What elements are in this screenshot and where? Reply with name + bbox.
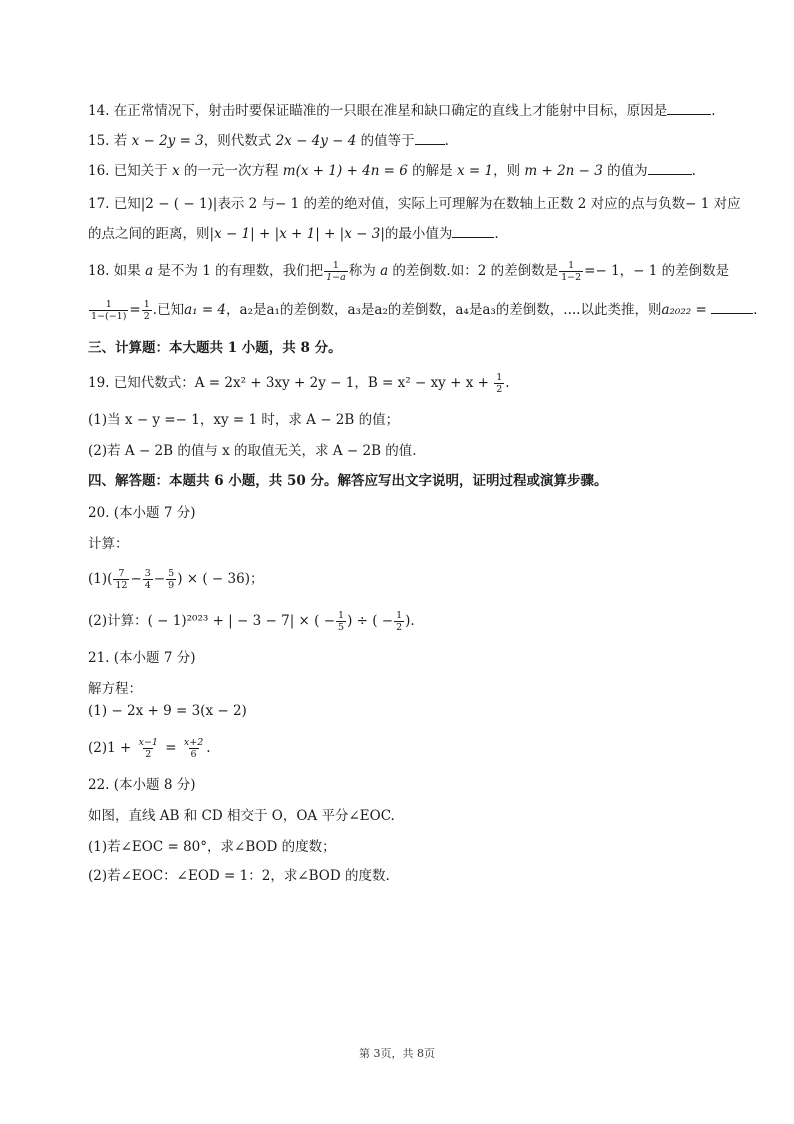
question-21-heading: 21. (本小题 7 分) xyxy=(88,650,196,666)
question-20-heading: 20. (本小题 7 分) xyxy=(88,505,196,521)
question-20-intro: 计算： xyxy=(88,536,129,552)
section-4-heading: 四、解答题：本题共 6 小题，共 50 分。解答应写出文字说明，证明过程或演算步骤。 xyxy=(88,473,608,489)
fraction: $\frac{1}{2}$ xyxy=(143,299,150,322)
answer-blank xyxy=(648,162,692,175)
question-15: 15. 若 x − 2y = 3，则代数式 2x − 4y − 4 的值等于 . xyxy=(88,133,449,149)
answer-blank xyxy=(415,132,445,145)
question-22-part-2: (2)若∠EOC：∠EOD = 1：2，求∠BOD 的度数. xyxy=(88,868,390,884)
fraction: $\frac{1}{2}$ xyxy=(396,610,403,633)
fraction: $\frac{1}{1-2}$ xyxy=(561,260,582,283)
fraction: $\frac{1}{2}$ xyxy=(496,372,503,395)
fraction: $\frac{3}{4}$ xyxy=(144,568,151,591)
fraction: $\frac{x+2}{6}$ xyxy=(183,737,204,760)
answer-blank xyxy=(711,301,753,314)
question-21-part-1: (1) − 2x + 9 = 3(x − 2) xyxy=(88,703,247,719)
question-14: 14. 在正常情况下，射击时要保证瞄准的一只眼在准星和缺口确定的直线上才能射中目标，原因是 . xyxy=(88,103,716,119)
answer-blank xyxy=(667,102,711,115)
question-19: 19. 已知代数式：A = 2x² + 3xy + 2y − 1，B = x² − xy + x + $\frac{1}{2}$ . xyxy=(88,372,510,395)
section-3-heading: 三、计算题：本大题共 1 小题，共 8 分。 xyxy=(88,340,342,356)
answer-blank xyxy=(452,225,494,238)
question-17-line-1: 17. 已知|2 − ( − 1)|表示 2 与− 1 的差的绝对值，实际上可理解为在数轴上正数 2 对应的点与负数− 1 对应 xyxy=(88,196,741,212)
question-21-part-2: (2)1 + $\frac{x-1}{2}$ = $\frac{x+2}{6}$ . xyxy=(88,737,211,760)
question-19-part-2: (2)若 A − 2B 的值与 x 的取值无关，求 A − 2B 的值. xyxy=(88,443,417,459)
question-20-part-1: (1)( $\frac{7}{12}$ − $\frac{3}{4}$ − $\frac{5}{9}$ ) × ( − 36)； xyxy=(88,568,264,591)
fraction: $\frac{1}{5}$ xyxy=(338,610,345,633)
question-18-line-2: $\frac{1}{1-(-1)}$ = $\frac{1}{2}$ .已知a₁ = 4，a₂是a₁的差倒数，a₃是a₂的差倒数，a₄是a₃的差倒数，....以此类推，则a₂₀₂₂ = . xyxy=(91,299,758,322)
question-21-intro: 解方程： xyxy=(88,681,142,697)
question-22-intro: 如图，直线 AB 和 CD 相交于 O，OA 平分∠EOC. xyxy=(88,808,395,824)
fraction: $\frac{1}{1-a}$ xyxy=(326,260,346,283)
page-footer: 第 3页，共 8页 xyxy=(359,1047,435,1060)
question-22-part-1: (1)若∠EOC = 80°，求∠BOD 的度数； xyxy=(88,839,336,855)
question-20-part-2: (2)计算：( − 1)²⁰²³ + | − 3 − 7| × ( − $\frac{1}{5}$ ) ÷ ( − $\frac{1}{2}$ ). xyxy=(88,610,415,633)
fraction: $\frac{7}{12}$ xyxy=(115,568,128,591)
question-18-line-1: 18. 如果 a 是不为 1 的有理数，我们把 $\frac{1}{1-a}$ 称为 a 的差倒数.如：2 的差倒数是 $\frac{1}{1-2}$ =− 1，− 1 的差倒数是 xyxy=(88,260,730,283)
question-16: 16. 已知关于 x 的一元一次方程 m(x + 1) + 4n = 6 的解是 x = 1，则 m + 2n − 3 的值为 . xyxy=(88,163,696,179)
fraction: $\frac{5}{9}$ xyxy=(168,568,175,591)
question-19-part-1: (1)当 x − y =− 1，xy = 1 时，求 A − 2B 的值； xyxy=(88,412,400,428)
question-17-line-2: 的点之间的距离，则|x − 1| + |x + 1| + |x − 3|的最小值为 . xyxy=(88,226,499,242)
fraction: $\frac{1}{1-(-1)}$ xyxy=(91,299,127,322)
fraction: $\frac{x-1}{2}$ xyxy=(138,737,158,760)
question-22-heading: 22. (本小题 8 分) xyxy=(88,777,196,793)
